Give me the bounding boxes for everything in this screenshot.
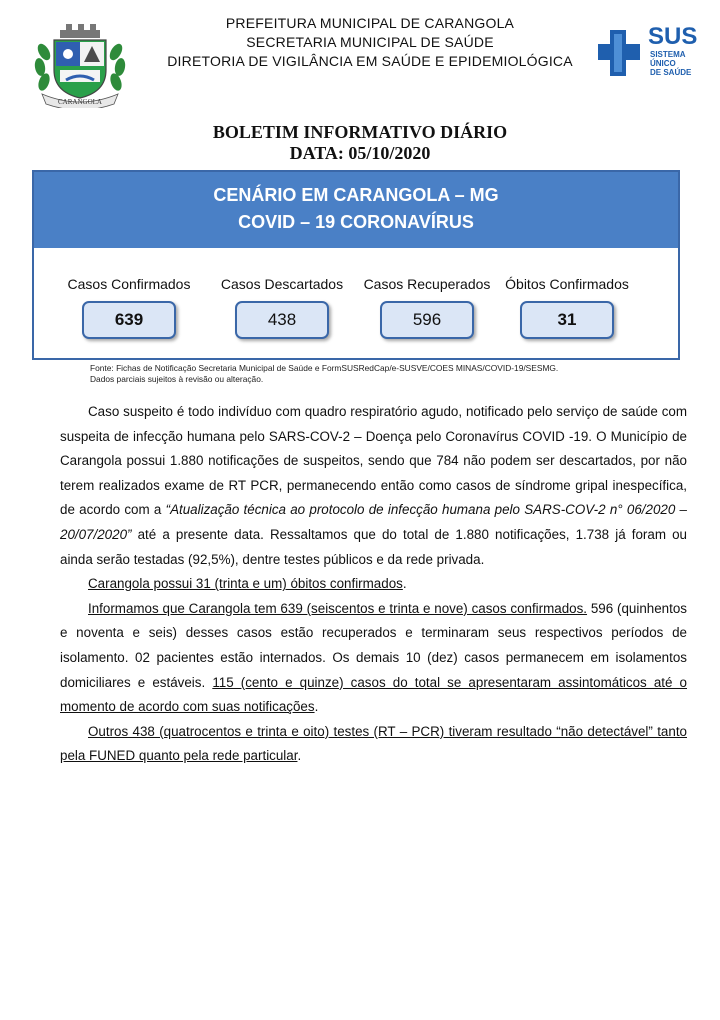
paragraph-3-underlined-a: Informamos que Carangola tem 639 (seiscentos e trinta e nove) casos confirmados. [88, 600, 588, 616]
source-line-2: Dados parciais sujeitos à revisão ou alteração. [90, 374, 264, 384]
header-line-1: PREFEITURA MUNICIPAL DE CARANGOLA [225, 15, 515, 31]
paragraph-discarded-tests: Outros 438 (quatrocentos e trinta e oito) testes (RT – PCR) tiveram resultado “não detectável” tanto pela FUNED quanto pela rede particular. [60, 723, 687, 764]
sus-line-2: ÚNICO [650, 59, 676, 68]
paragraph-deaths: Carangola possui 31 (trinta e um) óbitos confirmados. [88, 576, 407, 592]
stat-confirmed-value: 639 [82, 301, 176, 339]
paragraph-3-underlined-b: 115 (cento e quinze) casos do total se apresentaram assintomáticos até o momento de acordo com suas notificações [60, 674, 687, 715]
covid-scenario-panel [32, 170, 680, 360]
panel-heading-line-2: COVID – 19 CORONAVÍRUS [238, 212, 474, 232]
stat-recovered-value: 596 [380, 301, 474, 339]
bulletin-title [0, 122, 720, 164]
stat-confirmed-label: Casos Confirmados [67, 276, 191, 292]
paragraph-suspected-cases [60, 400, 687, 572]
header-line-2: SECRETARIA MUNICIPAL DE SAÚDE [246, 34, 494, 50]
crest-banner-text: CARANGOLA [58, 98, 102, 106]
paragraph-1-text-b: até a presente data. Ressaltamos que do total de 1.880 notificações, 1.738 já foram ou ainda serão testadas (92,5%), dentre testes públicos e da rede privada. [60, 526, 687, 567]
stat-deaths-value: 31 [520, 301, 614, 339]
sus-letters: SUS [648, 23, 698, 50]
sus-logo-icon [598, 22, 698, 84]
sus-line-3: DE SAÚDE [650, 68, 692, 77]
municipal-crest-icon [30, 22, 130, 108]
stat-deaths [492, 276, 642, 339]
bulletin-date: DATA: 05/10/2020 [289, 143, 431, 163]
sus-line-1: SISTEMA [650, 50, 686, 59]
bulletin-title-text: BOLETIM INFORMATIVO DIÁRIO [212, 122, 508, 142]
bulletin-body [60, 400, 687, 769]
panel-heading [34, 172, 678, 248]
source-line-1: Fonte: Fichas de Notificação Secretaria Municipal de Saúde e FormSUSRedCap/e-SUSVE/COES MINAS/COVID-19/SESMG. [90, 363, 559, 373]
source-note [90, 363, 650, 385]
paragraph-1-text-a: Caso suspeito é todo indivíduo com quadro respiratório agudo, notificado pelo serviço de saúde com suspeita de infecção humana pelo SARS-COV-2 – Doença pelo Coronavírus COVID -19. O Município de Carangola possui 1.880 notificações de suspeitos, sendo que 784 não podem ser descartados, por não terem realizados exame de RT PCR, permanecendo então como casos de síndrome gripal inespecífica, de acordo com a [60, 404, 687, 518]
header-line-3: DIRETORIA DE VIGILÂNCIA EM SAÚDE E EPIDEMIOLÓGICA [167, 53, 573, 69]
paragraph-2-text: Carangola possui 31 (trinta e um) óbitos confirmados [88, 576, 403, 592]
stat-discarded-label: Casos Descartados [220, 276, 344, 292]
stat-deaths-label: Óbitos Confirmados [505, 276, 629, 292]
paragraph-4-text: Outros 438 (quatrocentos e trinta e oito) testes (RT – PCR) tiveram resultado “não detectável” tanto pela FUNED quanto pela rede particular [60, 723, 687, 764]
paragraph-3-text: 596 (quinhentos e noventa e seis) desses casos estão recuperados e terminaram seus respectivos períodos de isolamento. 02 pacientes estão internados. Os demais 10 (dez) casos permanecem em isolamentos domiciliares e estáveis. [60, 600, 687, 690]
stat-recovered [352, 276, 502, 339]
panel-heading-line-1: CENÁRIO EM CARANGOLA – MG [213, 185, 499, 205]
stat-discarded-value: 438 [235, 301, 329, 339]
stat-discarded [207, 276, 357, 339]
paragraph-1-citation: “Atualização técnica ao protocolo de infecção humana pelo SARS-COV-2 n° 06/2020 – 20/07/2020” [60, 502, 687, 542]
header-block [140, 14, 600, 71]
paragraph-confirmed: Informamos que Carangola tem 639 (seiscentos e trinta e nove) casos confirmados. 596 (quinhentos e noventa e seis) desses casos estão recuperados e terminaram seus respectivos períodos de isolamento. 02 pacientes estão internados. Os demais 10 (dez) casos permanecem em isolamentos domiciliares e estáveis. 115 (cento e quinze) casos do total se apresentaram assintomáticos até o momento de acordo com suas notificações. [60, 600, 687, 715]
stat-confirmed [54, 276, 204, 339]
stat-recovered-label: Casos Recuperados [363, 276, 491, 292]
